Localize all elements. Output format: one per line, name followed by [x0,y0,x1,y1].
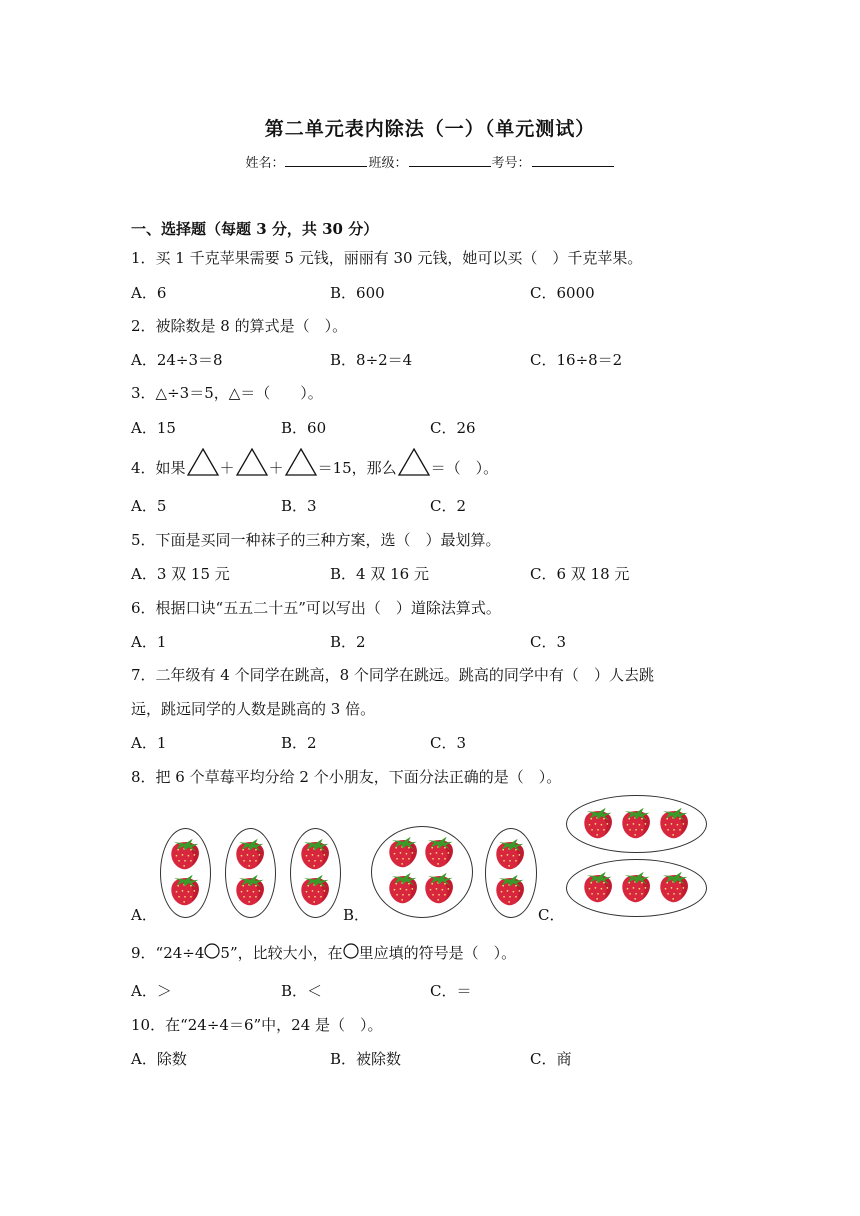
question-2: 2．被除数是 8 的算式是（ ）。 [131,317,348,335]
strawberry-group-oval [566,795,707,853]
strawberry-group-oval [566,859,707,917]
q4-option-c[interactable]: C．2 [430,497,467,515]
student-info [0,152,860,171]
q9-option-c[interactable]: C．＝ [430,982,472,1000]
q10-option-b[interactable]: B．被除数 [330,1050,402,1068]
q7-option-a[interactable]: A．1 [131,734,167,752]
question-6: 6．根据口诀“五五二十五”可以写出（ ）道除法算式。 [131,599,501,617]
q6-option-c[interactable]: C．3 [530,633,567,651]
q8-option-c[interactable]: C． [538,906,565,924]
class-label: 班级： [368,156,408,171]
q4-text-3: ＝（ ）。 [430,459,499,477]
q5-option-a[interactable]: A．3 双 15 元 [131,565,230,583]
strawberry-icon [657,870,691,904]
circle-icon [204,943,220,959]
strawberry-icon [619,806,653,840]
strawberry-icon [657,806,691,840]
q2-option-b[interactable]: B．8÷2＝4 [330,351,413,369]
question-7-line-2: 远，跳远同学的人数是跳高的 3 倍。 [131,700,376,718]
q5-option-b[interactable]: B．4 双 16 元 [330,565,429,583]
strawberry-icon [422,871,456,905]
q4-text-1: 4．如果 [131,459,186,477]
circle-icon [343,943,359,959]
q1-option-c[interactable]: C．6000 [530,284,595,302]
q1-option-b[interactable]: B．600 [330,284,385,302]
question-10: 10．在“24÷4＝6”中，24 是（ ）。 [131,1016,383,1034]
q2-option-a[interactable]: A．24÷3＝8 [131,351,223,369]
strawberry-group-oval [290,828,341,918]
class-blank[interactable] [409,154,491,167]
strawberry-icon [298,873,332,907]
q9-option-b[interactable]: B．＜ [281,982,323,1000]
q9-text-2: 5”，比较大小，在 [220,944,343,962]
strawberry-icon [386,871,420,905]
exam-label: 考号： [491,156,531,171]
strawberry-group-oval [371,826,473,918]
q9-text-1: 9．“24÷4 [131,944,205,962]
triangle-icon [235,447,269,477]
question-1: 1．买 1 千克苹果需要 5 元钱，丽丽有 30 元钱，她可以买（ ）千克苹果。 [131,249,643,267]
q4-plus-1: ＋ [219,459,235,477]
section-title: 一、选择题（每题 3 分，共 30 分） [131,220,379,238]
exam-blank[interactable] [532,154,614,167]
q6-option-b[interactable]: B．2 [330,633,366,651]
q3-option-b[interactable]: B．60 [281,419,327,437]
strawberry-icon [233,873,267,907]
q3-option-a[interactable]: A．15 [131,419,176,437]
strawberry-icon [168,873,202,907]
question-4 [131,447,498,478]
q9-text-3: 里应填的符号是（ ）。 [358,944,517,962]
page-title: 第二单元表内除法（一）（单元测试） [264,118,596,140]
q7-option-c[interactable]: C．3 [430,734,467,752]
question-5: 5．下面是买同一种袜子的三种方案，选（ ）最划算。 [131,531,501,549]
q9-option-a[interactable]: A．＞ [131,982,172,1000]
strawberry-icon [493,837,527,871]
strawberry-icon [581,870,615,904]
strawberry-icon [168,837,202,871]
q4-text-2: ＝15，那么 [317,459,397,477]
strawberry-icon [581,806,615,840]
name-blank[interactable] [285,154,367,167]
q2-option-c[interactable]: C．16÷8＝2 [530,351,623,369]
question-3: 3．△÷3＝5，△＝（ ）。 [131,384,323,402]
strawberry-icon [233,837,267,871]
q8-option-b[interactable]: B． [343,906,370,924]
strawberry-group-oval [225,828,276,918]
name-label: 姓名： [245,156,285,171]
q8-option-a[interactable]: A． [131,906,157,924]
q3-option-c[interactable]: C．26 [430,419,476,437]
strawberry-icon [493,873,527,907]
strawberry-icon [619,870,653,904]
q10-option-c[interactable]: C．商 [530,1050,572,1068]
strawberry-icon [386,835,420,869]
question-9 [131,942,516,963]
triangle-icon [284,447,318,477]
q6-option-a[interactable]: A．1 [131,633,167,651]
triangle-icon [397,447,431,477]
triangle-icon [186,447,220,477]
q4-plus-2: ＋ [268,459,284,477]
q5-option-c[interactable]: C．6 双 18 元 [530,565,630,583]
strawberry-group-oval [485,828,537,918]
q4-option-b[interactable]: B．3 [281,497,317,515]
q7-option-b[interactable]: B．2 [281,734,317,752]
strawberry-icon [298,837,332,871]
question-7-line-1: 7．二年级有 4 个同学在跳高，8 个同学在跳远。跳高的同学中有（ ）人去跳 [131,666,654,684]
question-8: 8．把 6 个草莓平均分给 2 个小朋友，下面分法正确的是（ ）。 [131,768,562,786]
strawberry-group-oval [160,828,211,918]
q4-option-a[interactable]: A．5 [131,497,167,515]
strawberry-icon [422,835,456,869]
q1-option-a[interactable]: A．6 [131,284,167,302]
q10-option-a[interactable]: A．除数 [131,1050,187,1068]
